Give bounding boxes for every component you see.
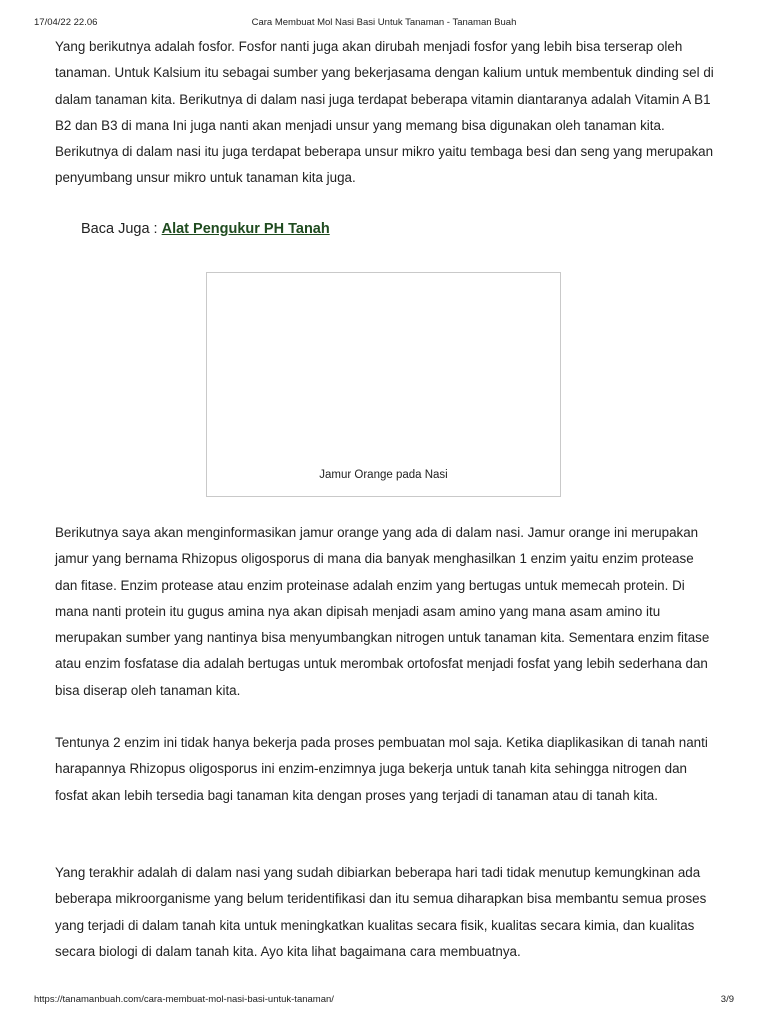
paragraph-enzymes-soil: Tentunya 2 enzim ini tidak hanya bekerja pada proses pembuatan mol saja. Ketika diaplikasikan di tanah nanti harapannya Rhizopus oligosporus ini enzim-enzimnya juga bekerja untuk tanah kita sehingga nitrogen dan fosfat akan lebih tersedia bagi tanaman kita dengan proses yang terjadi di tanaman atau di tanah kita. xyxy=(55,735,708,803)
paragraph-microorganisms: Yang terakhir adalah di dalam nasi yang sudah dibiarkan beberapa hari tadi tidak menutup kemungkinan ada beberapa mikroorganisme yang belum teridentifikasi dan itu semua diharapkan bisa membantu semua proses yang terjadi di dalam tanah kita untuk meningkatkan kualitas secara fisik, kualitas secara kimia, dan kualitas secara biologi di dalam tanah kita. Ayo kita lihat bagaimana cara membuatnya. xyxy=(55,865,707,959)
related-article xyxy=(81,221,330,237)
print-footer xyxy=(34,994,734,1008)
print-url: https://tanamanbuah.com/cara-membuat-mol-nasi-basi-untuk-tanaman/ xyxy=(34,994,334,1005)
figure-image-placeholder xyxy=(206,272,561,497)
print-page-title: Cara Membuat Mol Nasi Basi Untuk Tanaman - Tanaman Buah xyxy=(251,17,517,28)
print-datetime: 17/04/22 22.06 xyxy=(34,17,98,28)
paragraph-orange-fungus: Berikutnya saya akan menginformasikan jamur orange yang ada di dalam nasi. Jamur orange ini merupakan jamur yang bernama Rhizopus oligosporus di mana dia banyak menghasilkan 1 enzim yaitu enzim protease dan fitase. Enzim protease atau enzim proteinase adalah enzim yang bertugas untuk memecah protein. Di mana nanti protein itu gugus amina nya akan dipisah menjadi asam amino yang mana asam amino itu merupakan sumber yang nantinya bisa menyumbangkan nitrogen untuk tanaman kita. Sementara enzim fitase atau enzim fosfatase dia adalah bertugas untuk merombak ortofosfat menjadi fosfat yang lebih sederhana dan bisa diserap oleh tanaman kita. xyxy=(55,525,710,698)
related-prefix: Baca Juga : xyxy=(81,221,162,237)
page-number: 3/9 xyxy=(720,994,734,1005)
figure-caption: Jamur Orange pada Nasi xyxy=(319,469,448,481)
print-header xyxy=(34,17,734,31)
related-article-link[interactable]: Alat Pengukur PH Tanah xyxy=(161,221,330,237)
paragraph-phosphor-vitamins: Yang berikutnya adalah fosfor. Fosfor nanti juga akan dirubah menjadi fosfor yang lebih bisa terserap oleh tanaman. Untuk Kalsium itu sebagai sumber yang bekerjasama dengan kalium untuk membentuk dinding sel di dalam tanaman kita. Berikutnya di dalam nasi juga terdapat beberapa vitamin diantaranya adalah Vitamin A B1 B2 dan B3 di mana Ini juga nanti akan menjadi unsur yang memang bisa digunakan oleh tanaman kita. Berikutnya di dalam nasi itu juga terdapat beberapa unsur mikro yaitu tembaga besi dan seng yang merupakan penyumbang unsur mikro untuk tanaman kita juga. xyxy=(55,39,714,186)
